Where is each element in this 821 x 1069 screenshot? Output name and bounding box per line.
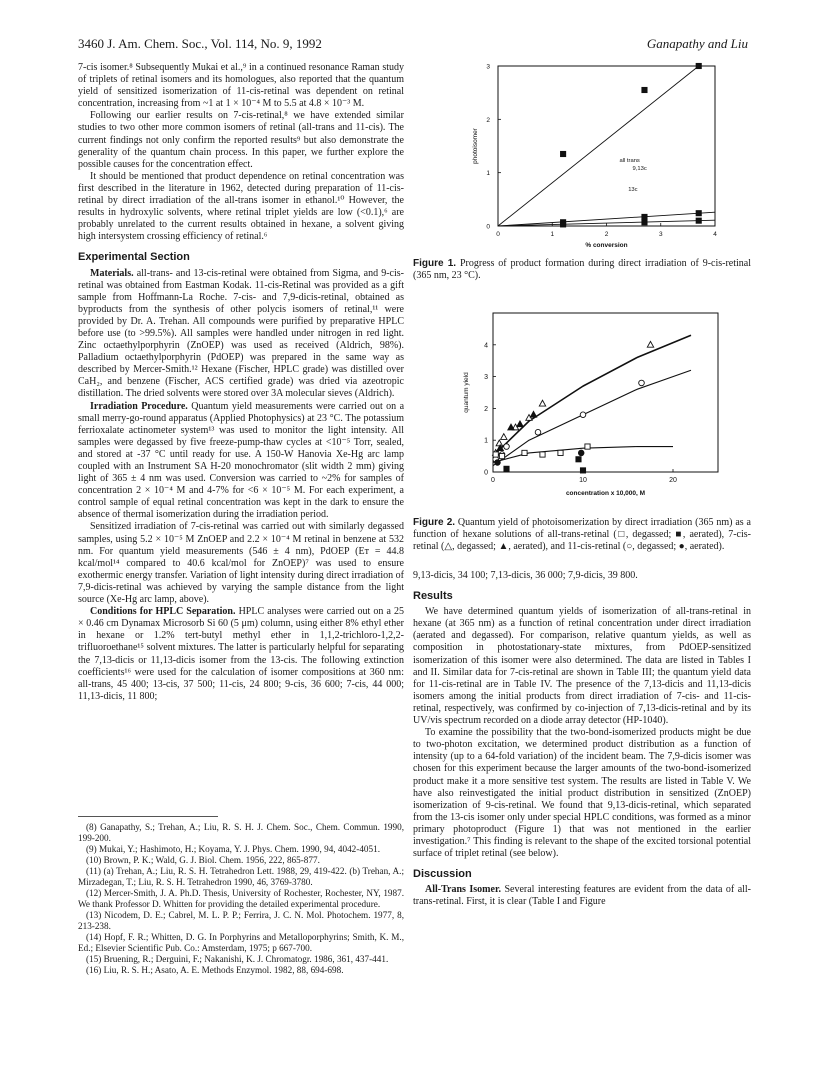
data-point [585, 444, 590, 449]
results-paragraph-1: We have determined quantum yields of isomerization of all-trans-retinal in hexane (at 365 nm) as a function of retinal concentration under direct irradiation (aerated and degassed). For comparison, relative quantum yields, as well as composition in photostationary-state mixtures, from PdOEP-sensitized isomerization of this isomer were also determined. The data are listed in Tables I and II. Similar data for 7-cis-retinal are shown in Table III; the quantum yield data for 11-cis-retinal are in Table IV. The presence of the 7,13-dicis and 11,13-dicis isomers among the initial products from direct irradiation of 7-cis- and 11-cis-retinal, respectively, was confirmed by co-injection of 7,13-dicis-retinal and by its UV/vis spectrum recorded on a diode array detector (HP-1040). [413, 606, 751, 727]
results-paragraph-2: To examine the possibility that the two-bond-isomerized products might be due to two-photon excitation, we determined product distribution as a function of intensity (up to a 64-fold variation) of the incident beam. The 7,9-dicis isomer was chosen for this experiment because the larger amounts of the two-bond-isomerized product make it a more sensitive test system. The results are listed in Table V. We have also reinvestigated the initial product distribution in sensitized (ZnOEP) isomerization of 9-cis-retinal. We found that 9,13-dicis-retinal, which separated from the 13-cis isomer only under special HPLC conditions, was formed as a minor primary photoproduct (Figure 1) that was not mentioned in the earlier investigation.⁷ This finding is relevant to the shape of the excited torsional potential surface of triplet retinal (see below). [413, 727, 751, 860]
reference-14: (14) Hopf, F. R.; Whitten, D. G. In Porphyrins and Metalloporphyrins; Smith, K. M., Ed.; Elsevier Scientific Pub. Co.: Amsterdam, 1975; p 667-700. [78, 932, 404, 953]
data-point [642, 87, 647, 92]
extinction-coefficients-line: 9,13-dicis, 34 100; 7,13-dicis, 36 000; 7,9-dicis, 39 800. [413, 570, 638, 581]
figure-2-caption-text: Quantum yield of photoisomerization by direct irradiation (365 nm) as a function of hexane solutions of all-trans-retinal (□, degassed; ■, aerated), 7-cis-retinal (△, degassed; ▲, aerated), and 11-cis-retinal (○, degassed; ●, aerated). [413, 517, 751, 552]
series-line [498, 66, 699, 226]
data-point [576, 457, 581, 462]
data-point [696, 63, 701, 68]
y-tick-label: 3 [486, 63, 490, 71]
data-point [535, 429, 541, 435]
plot-frame [498, 66, 715, 226]
reference-11: (11) (a) Trehan, A.; Liu, R. S. H. Tetrahedron Lett. 1988, 29, 419-422. (b) Trehan, A.; Mirzadegan, T.; Liu, R. S. H. Tetrahedron 1990, 46, 3769-3780. [78, 866, 404, 887]
data-point [696, 218, 701, 223]
x-tick-label: 0 [496, 231, 500, 238]
fit-curve [493, 335, 691, 456]
y-tick-label: 0 [484, 469, 488, 477]
x-tick-label: 2 [604, 231, 609, 238]
data-point [493, 452, 498, 457]
y-tick-label: 3 [484, 374, 488, 382]
data-point [561, 222, 566, 227]
data-point [522, 450, 527, 455]
y-tick-label: 1 [484, 437, 488, 445]
figure-1-caption [413, 258, 751, 282]
journal-citation: 3460 J. Am. Chem. Soc., Vol. 114, No. 9, 1992 [78, 36, 322, 51]
figure-2-chart [438, 305, 738, 510]
right-column-text [413, 570, 751, 908]
y-axis-label: photoisomer [472, 128, 479, 164]
reference-10: (10) Brown, P. K.; Wald, G. J. Biol. Chem. 1956, 222, 865-877. [86, 855, 320, 865]
data-point [580, 412, 586, 418]
data-point [504, 444, 510, 450]
data-point [539, 400, 545, 406]
figure-2-label: Figure 2. [413, 517, 456, 528]
figure-1-chart [415, 58, 745, 258]
figure-1-label: Figure 1. [413, 258, 457, 269]
data-point [696, 211, 701, 216]
irradiation-text: Quantum yield measurements were carried out on a small merry-go-round apparatus (Applied Photophysics) at 23 °C. The potassium ferrioxalate actinometer system¹³ was used to monitor the light intensity. All samples were degassed by five freeze-pump-thaw cycles at <10⁻⁵ Torr, sealed, and stored at -37 °C until ready for use. A 150-W Hanovia Xe-Hg arc lamp coupled with an Instrument SA H-20 monochromator (slit width 2 mm) giving light of 365 ± 4 nm was used. Conversion was carried to ~2% for samples of concentration 2 × 10⁻⁴ M and 4-7% for <6 × 10⁻⁵ M. For each experiment, a control sample of equal retinal concentration was kept in the dark to ensure the absence of thermal isomerization during the irradiation period. [78, 400, 405, 521]
series-7-cis-degassed [493, 335, 692, 456]
x-tick-label: 10 [579, 477, 587, 484]
reference-9: (9) Mukai, Y.; Hashimoto, H.; Koyama, Y. J. Phys. Chem. 1990, 94, 4042-4051. [86, 844, 380, 854]
data-point [508, 424, 514, 430]
reference-16: (16) Liu, R. S. H.; Asato, A. E. Methods Enzymol. 1982, 88, 694-698. [86, 965, 344, 975]
intro-paragraph-2: Following our earlier results on 7-cis-retinal,⁸ we have extended similar studies to two other more common isomers of retinal (all-trans and 11-cis). The current findings not only confirm the reported results⁹ but also demonstrate the generality of the quantum chain process. In this paper, we further explore the possible causes for the concentration effect. [78, 110, 404, 170]
y-tick-label: 1 [486, 170, 490, 178]
data-point [517, 421, 523, 427]
hplc-label: Conditions for HPLC Separation. [90, 606, 236, 618]
irradiation-paragraph [78, 401, 404, 522]
series-13c [498, 187, 715, 226]
data-point [647, 341, 653, 347]
reference-8: (8) Ganapathy, S.; Trehan, A.; Liu, R. S. H. J. Chem. Soc., Chem. Commun. 1990, 199-200. [78, 822, 404, 843]
x-tick-label: 1 [550, 231, 555, 238]
x-axis-label: % conversion [585, 242, 628, 249]
reference-15: (15) Bruening, R.; Derguini, F.; Nakanishi, K. J. Chromatogr. 1986, 361, 437-441. [86, 954, 389, 964]
discussion-heading: Discussion [413, 868, 472, 881]
materials-text: all-trans- and 13-cis-retinal were obtained from Sigma, and 9-cis-retinal was obtained from Eastman Kodak. 11-cis-Retinal was provided as a gift sample from Hoffmann-La Roche. 7-cis- and 7,9-dicis-retinal, obtained as byproducts from the synthesis of other polycis isomers of retinal,¹¹ were provided by Dr. A. Trehan. All compounds were purified by preparative HPLC before use (to >99.5%). All samples were handled under nitrogen in red light. Zinc octaethylporphyrin (ZnOEP) was used as received (Aldrich, 98%). Palladium octaethylporphyrin (PdOEP) was prepared in the same way as described by Mercer-Smith.¹² Hexane (Fischer, HPLC grade) was distilled over CaH₂, and benzene (Fischer, ACS certified grade) was dried via azeotropic distillation. The dried solvents were stored over 3A molecular sieves (Aldrich). [78, 267, 404, 400]
sensitized-paragraph: Sensitized irradiation of 7-cis-retinal was carried out with similarly degassed samples, using 5.2 × 10⁻⁵ M ZnOEP and 2.2 × 10⁻⁴ M retinal in benzene at 532 nm. For quantum yield measurements (546 ± 4 nm), PdOEP (Eᴛ = 44.8 kcal/mol¹⁴ compared to 40.6 kcal/mol for ZnOEP)⁷ was used to ensure exothermic energy transfer. Variation of light intensity during direct irradiation of 7,9-dicis-retinal was achieved by varying the sample distance from the light source (Xe-Hg arc lamp, above). [78, 521, 404, 606]
data-point [561, 151, 566, 156]
data-point [496, 440, 502, 446]
data-point [504, 466, 509, 471]
reference-13: (13) Nicodem, D. E.; Cabrel, M. L. P. P.; Ferrira, J. C. N. Mol. Photochem. 1977, 8, 213-238. [78, 910, 404, 931]
series-9-13c [498, 166, 715, 227]
data-point [540, 452, 545, 457]
reference-12: (12) Mercer-Smith, J. A. Ph.D. Thesis, University of Rochester, Rochester, NY, 1987. We thank Professor D. Whitten for providing the detailed experimental procedure. [78, 888, 404, 909]
data-point [499, 454, 504, 459]
x-tick-label: 0 [491, 477, 495, 484]
intro-paragraph-3: It should be mentioned that product dependence on retinal concentration was first described in the literature in 1962, detected during preparation of 11-cis-retinal by direct irradiation of the all-trans isomer in ethanol.¹⁰ However, the results in hydroxylic solvents, where retinal triplet yields are low (<0.1),⁶ are probably unrelated to the current results obtained in hexane, a solvent giving high intersystem crossing efficiency of retinal.⁶ [78, 170, 404, 243]
alltrans-text: Several interesting features are evident from the data of all-trans-retinal. First, it is clear (Table I and Figure [413, 884, 752, 908]
data-point [530, 411, 536, 417]
data-point [642, 220, 647, 225]
x-axis-label: concentration x 10,000, M [565, 490, 646, 497]
alltrans-label: All-Trans Isomer. [425, 884, 501, 896]
series-7-cis-aerated [497, 411, 537, 450]
y-tick-label: 0 [486, 223, 490, 231]
running-header [78, 36, 748, 56]
series-label: 13c [628, 187, 638, 193]
results-heading: Results [413, 590, 453, 603]
y-tick-label: 4 [484, 342, 488, 350]
hplc-text: HPLC analyses were carried out on a 25 × 0.46 cm Dynamax Microsorb Si 60 (5 μm) column, using either 8% ethyl ether in hexane or 1.2% tert-butyl methyl ether in 1,1,2-trichloro-1,2,2-trifluoroethane¹⁵ solvent mixtures. The latter is particularly helpful for separating the 7,13-dicis or 11,13-dicis isomer from the 13-cis. The following extinction coefficients¹⁶ were used for the calculation of isomer compositions at 360 nm: all-trans, 45 400; 13-cis, 37 500; 11-cis, 24 800; 9-cis, 36 600; 7-cis, 44 000; 11,13-dicis, 11 800; [78, 606, 405, 702]
figure-2-caption [413, 517, 751, 553]
data-point [580, 468, 585, 473]
series-label: all trans [619, 158, 640, 164]
alltrans-paragraph [413, 884, 751, 908]
data-point [578, 450, 584, 456]
data-point [501, 434, 507, 440]
data-point [642, 214, 647, 219]
authors-header: Ganapathy and Liu [646, 36, 748, 51]
footnote-rule [78, 816, 218, 817]
irradiation-label: Irradiation Procedure. [90, 400, 188, 412]
experimental-heading: Experimental Section [78, 251, 190, 264]
left-column [78, 62, 404, 703]
references [78, 822, 404, 976]
series-all-trans [498, 63, 701, 226]
materials-paragraph [78, 268, 404, 401]
x-tick-label: 4 [713, 231, 717, 238]
plot-frame [493, 313, 718, 472]
data-point [639, 380, 645, 386]
series-label: 9,13c [632, 166, 647, 172]
hplc-paragraph [78, 606, 404, 703]
y-tick-label: 2 [484, 405, 488, 413]
y-axis-label: quantum yield [463, 372, 470, 413]
x-tick-label: 20 [669, 477, 677, 484]
y-tick-label: 2 [486, 116, 490, 124]
intro-paragraph-1: 7-cis isomer.⁸ Subsequently Mukai et al.,⁹ in a continued resonance Raman study of triplets of retinal isomers and its homologues, also reported that the quantum yield of sensitized isomerization of 11-cis-retinal was dependent on retinal concentration, increasing from ~1 at 1 × 10⁻⁴ M to 5.5 at 4.8 × 10⁻³ M. [78, 62, 404, 110]
x-tick-label: 3 [658, 231, 663, 238]
materials-label: Materials. [90, 267, 134, 279]
series-all-trans-aerated [504, 457, 586, 473]
data-point [558, 450, 563, 455]
figure-1-caption-text: Progress of product formation during direct irradiation of 9-cis-retinal (365 nm, 23 °C). [413, 258, 751, 281]
